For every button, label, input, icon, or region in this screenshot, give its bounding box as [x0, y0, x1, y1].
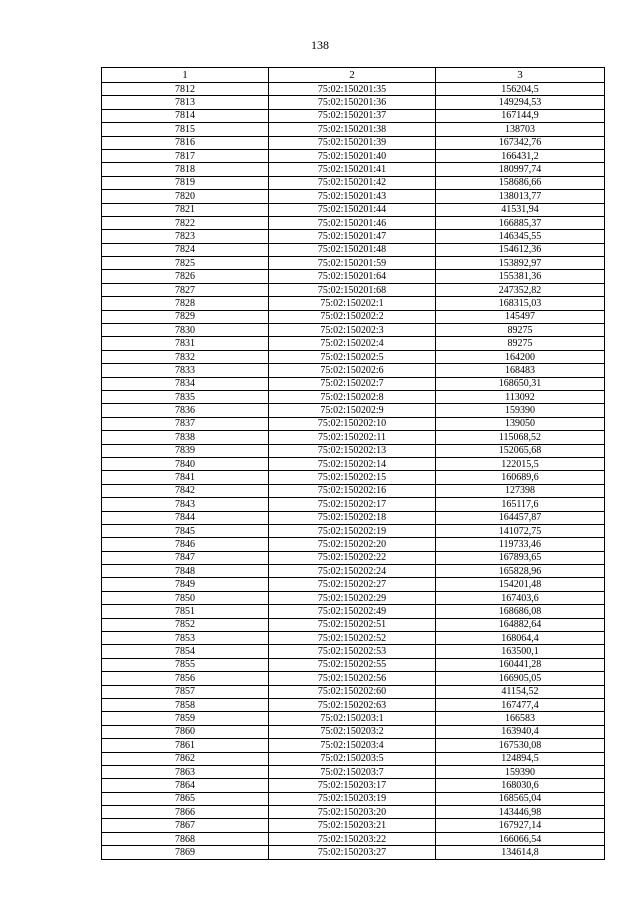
cadastral-number-cell: 75:02:150203:19 [269, 792, 436, 805]
table-row [102, 712, 605, 725]
table-row [102, 283, 605, 296]
cadastral-number-cell: 75:02:150203:1 [269, 712, 436, 725]
row-number-cell: 7863 [102, 765, 269, 778]
row-number-cell: 7847 [102, 551, 269, 564]
cadastral-number-cell: 75:02:150202:17 [269, 498, 436, 511]
row-number-cell: 7813 [102, 96, 269, 109]
table-row [102, 672, 605, 685]
value-cell: 134614,8 [436, 846, 605, 859]
cadastral-number-cell: 75:02:150203:7 [269, 765, 436, 778]
value-cell: 152065,68 [436, 444, 605, 457]
value-cell: 167403,6 [436, 591, 605, 604]
row-number-cell: 7851 [102, 605, 269, 618]
value-cell: 143446,98 [436, 806, 605, 819]
value-cell: 146345,55 [436, 230, 605, 243]
cadastral-number-cell: 75:02:150201:37 [269, 109, 436, 122]
cadastral-number-cell: 75:02:150202:15 [269, 471, 436, 484]
row-number-cell: 7852 [102, 618, 269, 631]
value-cell: 166583 [436, 712, 605, 725]
row-number-cell: 7854 [102, 645, 269, 658]
row-number-cell: 7822 [102, 216, 269, 229]
cadastral-number-cell: 75:02:150201:68 [269, 283, 436, 296]
value-cell: 165828,96 [436, 565, 605, 578]
row-number-cell: 7823 [102, 230, 269, 243]
cadastral-number-cell: 75:02:150202:14 [269, 457, 436, 470]
table-row [102, 551, 605, 564]
cadastral-number-cell: 75:02:150202:1 [269, 297, 436, 310]
cadastral-number-cell: 75:02:150202:3 [269, 324, 436, 337]
row-number-cell: 7848 [102, 565, 269, 578]
value-cell: 139050 [436, 417, 605, 430]
table-row [102, 752, 605, 765]
cadastral-number-cell: 75:02:150202:10 [269, 417, 436, 430]
value-cell: 145497 [436, 310, 605, 323]
table-row [102, 457, 605, 470]
cadastral-number-cell: 75:02:150202:20 [269, 538, 436, 551]
cadastral-number-cell: 75:02:150202:60 [269, 685, 436, 698]
value-cell: 141072,75 [436, 524, 605, 537]
column-header-1: 1 [102, 68, 269, 83]
table-row [102, 565, 605, 578]
value-cell: 122015,5 [436, 457, 605, 470]
cadastral-number-cell: 75:02:150202:8 [269, 390, 436, 403]
table-row [102, 739, 605, 752]
row-number-cell: 7839 [102, 444, 269, 457]
table-row [102, 538, 605, 551]
table-row [102, 511, 605, 524]
table-row [102, 176, 605, 189]
value-cell: 159390 [436, 765, 605, 778]
row-number-cell: 7814 [102, 109, 269, 122]
row-number-cell: 7850 [102, 591, 269, 604]
row-number-cell: 7835 [102, 390, 269, 403]
table-row [102, 645, 605, 658]
table-row [102, 685, 605, 698]
value-cell: 168064,4 [436, 632, 605, 645]
table-row [102, 444, 605, 457]
row-number-cell: 7858 [102, 698, 269, 711]
row-number-cell: 7819 [102, 176, 269, 189]
table-row [102, 190, 605, 203]
cadastral-number-cell: 75:02:150201:40 [269, 149, 436, 162]
row-number-cell: 7862 [102, 752, 269, 765]
cadastral-number-cell: 75:02:150202:5 [269, 350, 436, 363]
table-row [102, 83, 605, 96]
table-row [102, 216, 605, 229]
value-cell: 168315,03 [436, 297, 605, 310]
value-cell: 167530,08 [436, 739, 605, 752]
table-row [102, 725, 605, 738]
value-cell: 166431,2 [436, 149, 605, 162]
cadastral-number-cell: 75:02:150202:27 [269, 578, 436, 591]
cadastral-number-cell: 75:02:150201:47 [269, 230, 436, 243]
value-cell: 167144,9 [436, 109, 605, 122]
table-row [102, 203, 605, 216]
value-cell: 166905,05 [436, 672, 605, 685]
table-row [102, 698, 605, 711]
row-number-cell: 7868 [102, 832, 269, 845]
table-row [102, 591, 605, 604]
value-cell: 154612,36 [436, 243, 605, 256]
value-cell: 158686,66 [436, 176, 605, 189]
row-number-cell: 7837 [102, 417, 269, 430]
cadastral-number-cell: 75:02:150201:64 [269, 270, 436, 283]
table-row [102, 484, 605, 497]
value-cell: 167893,65 [436, 551, 605, 564]
table-row [102, 578, 605, 591]
row-number-cell: 7855 [102, 658, 269, 671]
cadastral-number-cell: 75:02:150203:5 [269, 752, 436, 765]
cadastral-number-cell: 75:02:150202:4 [269, 337, 436, 350]
table-body [102, 83, 605, 860]
value-cell: 89275 [436, 324, 605, 337]
cadastral-number-cell: 75:02:150202:2 [269, 310, 436, 323]
cadastral-number-cell: 75:02:150201:44 [269, 203, 436, 216]
row-number-cell: 7849 [102, 578, 269, 591]
row-number-cell: 7829 [102, 310, 269, 323]
row-number-cell: 7861 [102, 739, 269, 752]
cadastral-number-cell: 75:02:150201:48 [269, 243, 436, 256]
value-cell: 167927,14 [436, 819, 605, 832]
table-row [102, 498, 605, 511]
table-row [102, 632, 605, 645]
cadastral-number-cell: 75:02:150202:56 [269, 672, 436, 685]
cadastral-number-cell: 75:02:150203:27 [269, 846, 436, 859]
value-cell: 153892,97 [436, 257, 605, 270]
cadastral-number-cell: 75:02:150202:49 [269, 605, 436, 618]
value-cell: 163500,1 [436, 645, 605, 658]
table-row [102, 364, 605, 377]
row-number-cell: 7866 [102, 806, 269, 819]
value-cell: 119733,46 [436, 538, 605, 551]
value-cell: 155381,36 [436, 270, 605, 283]
cadastral-number-cell: 75:02:150202:29 [269, 591, 436, 604]
row-number-cell: 7833 [102, 364, 269, 377]
value-cell: 165117,6 [436, 498, 605, 511]
row-number-cell: 7812 [102, 83, 269, 96]
table-row [102, 136, 605, 149]
value-cell: 113092 [436, 390, 605, 403]
row-number-cell: 7841 [102, 471, 269, 484]
row-number-cell: 7827 [102, 283, 269, 296]
row-number-cell: 7821 [102, 203, 269, 216]
table-row [102, 324, 605, 337]
cadastral-number-cell: 75:02:150201:59 [269, 257, 436, 270]
table-row [102, 257, 605, 270]
row-number-cell: 7856 [102, 672, 269, 685]
cadastral-number-cell: 75:02:150201:38 [269, 123, 436, 136]
table-row [102, 377, 605, 390]
value-cell: 124894,5 [436, 752, 605, 765]
value-cell: 159390 [436, 404, 605, 417]
cadastral-number-cell: 75:02:150202:63 [269, 698, 436, 711]
row-number-cell: 7864 [102, 779, 269, 792]
row-number-cell: 7834 [102, 377, 269, 390]
row-number-cell: 7853 [102, 632, 269, 645]
value-cell: 167342,76 [436, 136, 605, 149]
row-number-cell: 7825 [102, 257, 269, 270]
cadastral-number-cell: 75:02:150202:19 [269, 524, 436, 537]
row-number-cell: 7820 [102, 190, 269, 203]
cadastral-number-cell: 75:02:150202:16 [269, 484, 436, 497]
cadastral-number-cell: 75:02:150202:11 [269, 431, 436, 444]
row-number-cell: 7840 [102, 457, 269, 470]
cadastral-number-cell: 75:02:150201:36 [269, 96, 436, 109]
row-number-cell: 7867 [102, 819, 269, 832]
cadastral-number-cell: 75:02:150202:53 [269, 645, 436, 658]
cadastral-number-cell: 75:02:150202:7 [269, 377, 436, 390]
cadastral-number-cell: 75:02:150201:41 [269, 163, 436, 176]
value-cell: 149294,53 [436, 96, 605, 109]
cadastral-number-cell: 75:02:150203:2 [269, 725, 436, 738]
row-number-cell: 7830 [102, 324, 269, 337]
table-row [102, 779, 605, 792]
row-number-cell: 7860 [102, 725, 269, 738]
value-cell: 41531,94 [436, 203, 605, 216]
table-row [102, 243, 605, 256]
value-cell: 168565,04 [436, 792, 605, 805]
value-cell: 164200 [436, 350, 605, 363]
row-number-cell: 7865 [102, 792, 269, 805]
value-cell: 167477,4 [436, 698, 605, 711]
value-cell: 138013,77 [436, 190, 605, 203]
cadastral-number-cell: 75:02:150202:18 [269, 511, 436, 524]
column-header-2: 2 [269, 68, 436, 83]
row-number-cell: 7826 [102, 270, 269, 283]
table-row [102, 658, 605, 671]
table-row [102, 163, 605, 176]
table-row [102, 605, 605, 618]
cadastral-number-cell: 75:02:150202:55 [269, 658, 436, 671]
table-row [102, 310, 605, 323]
table-row [102, 297, 605, 310]
row-number-cell: 7844 [102, 511, 269, 524]
table-row [102, 765, 605, 778]
value-cell: 168483 [436, 364, 605, 377]
value-cell: 154201,48 [436, 578, 605, 591]
cadastral-number-cell: 75:02:150203:20 [269, 806, 436, 819]
table-row [102, 149, 605, 162]
row-number-cell: 7857 [102, 685, 269, 698]
table-row [102, 350, 605, 363]
table-row [102, 404, 605, 417]
cadastral-number-cell: 75:02:150202:13 [269, 444, 436, 457]
row-number-cell: 7815 [102, 123, 269, 136]
cadastral-number-cell: 75:02:150202:6 [269, 364, 436, 377]
value-cell: 166885,37 [436, 216, 605, 229]
table-row [102, 792, 605, 805]
data-table [101, 67, 605, 860]
table-row [102, 819, 605, 832]
table-row [102, 230, 605, 243]
cadastral-number-cell: 75:02:150203:21 [269, 819, 436, 832]
cadastral-number-cell: 75:02:150203:4 [269, 739, 436, 752]
table-row [102, 109, 605, 122]
table-row [102, 806, 605, 819]
value-cell: 41154,52 [436, 685, 605, 698]
cadastral-number-cell: 75:02:150202:22 [269, 551, 436, 564]
cadastral-number-cell: 75:02:150202:9 [269, 404, 436, 417]
value-cell: 156204,5 [436, 83, 605, 96]
cadastral-number-cell: 75:02:150201:43 [269, 190, 436, 203]
row-number-cell: 7845 [102, 524, 269, 537]
cadastral-number-cell: 75:02:150202:51 [269, 618, 436, 631]
cadastral-number-cell: 75:02:150201:42 [269, 176, 436, 189]
row-number-cell: 7838 [102, 431, 269, 444]
value-cell: 247352,82 [436, 283, 605, 296]
table-row [102, 337, 605, 350]
value-cell: 164457,87 [436, 511, 605, 524]
row-number-cell: 7824 [102, 243, 269, 256]
row-number-cell: 7817 [102, 149, 269, 162]
value-cell: 164882,64 [436, 618, 605, 631]
table-row [102, 270, 605, 283]
value-cell: 138703 [436, 123, 605, 136]
row-number-cell: 7846 [102, 538, 269, 551]
value-cell: 168686,08 [436, 605, 605, 618]
table-header-row [102, 68, 605, 83]
table-row [102, 832, 605, 845]
row-number-cell: 7831 [102, 337, 269, 350]
cadastral-number-cell: 75:02:150202:24 [269, 565, 436, 578]
value-cell: 168650,31 [436, 377, 605, 390]
value-cell: 127398 [436, 484, 605, 497]
page-number: 138 [311, 38, 329, 52]
cadastral-number-cell: 75:02:150201:39 [269, 136, 436, 149]
table-row [102, 123, 605, 136]
table-row [102, 431, 605, 444]
value-cell: 160441,28 [436, 658, 605, 671]
table-row [102, 96, 605, 109]
value-cell: 160689,6 [436, 471, 605, 484]
cadastral-number-cell: 75:02:150201:46 [269, 216, 436, 229]
row-number-cell: 7859 [102, 712, 269, 725]
column-header-3: 3 [436, 68, 605, 83]
cadastral-number-cell: 75:02:150203:17 [269, 779, 436, 792]
value-cell: 163940,4 [436, 725, 605, 738]
row-number-cell: 7842 [102, 484, 269, 497]
row-number-cell: 7828 [102, 297, 269, 310]
value-cell: 115068,52 [436, 431, 605, 444]
row-number-cell: 7816 [102, 136, 269, 149]
cadastral-number-cell: 75:02:150203:22 [269, 832, 436, 845]
row-number-cell: 7836 [102, 404, 269, 417]
row-number-cell: 7832 [102, 350, 269, 363]
value-cell: 168030,6 [436, 779, 605, 792]
value-cell: 89275 [436, 337, 605, 350]
row-number-cell: 7869 [102, 846, 269, 859]
row-number-cell: 7818 [102, 163, 269, 176]
table-row [102, 417, 605, 430]
table-row [102, 618, 605, 631]
table-row [102, 846, 605, 859]
table-row [102, 471, 605, 484]
value-cell: 166066,54 [436, 832, 605, 845]
row-number-cell: 7843 [102, 498, 269, 511]
value-cell: 180997,74 [436, 163, 605, 176]
table-row [102, 524, 605, 537]
cadastral-number-cell: 75:02:150201:35 [269, 83, 436, 96]
cadastral-number-cell: 75:02:150202:52 [269, 632, 436, 645]
table-row [102, 390, 605, 403]
